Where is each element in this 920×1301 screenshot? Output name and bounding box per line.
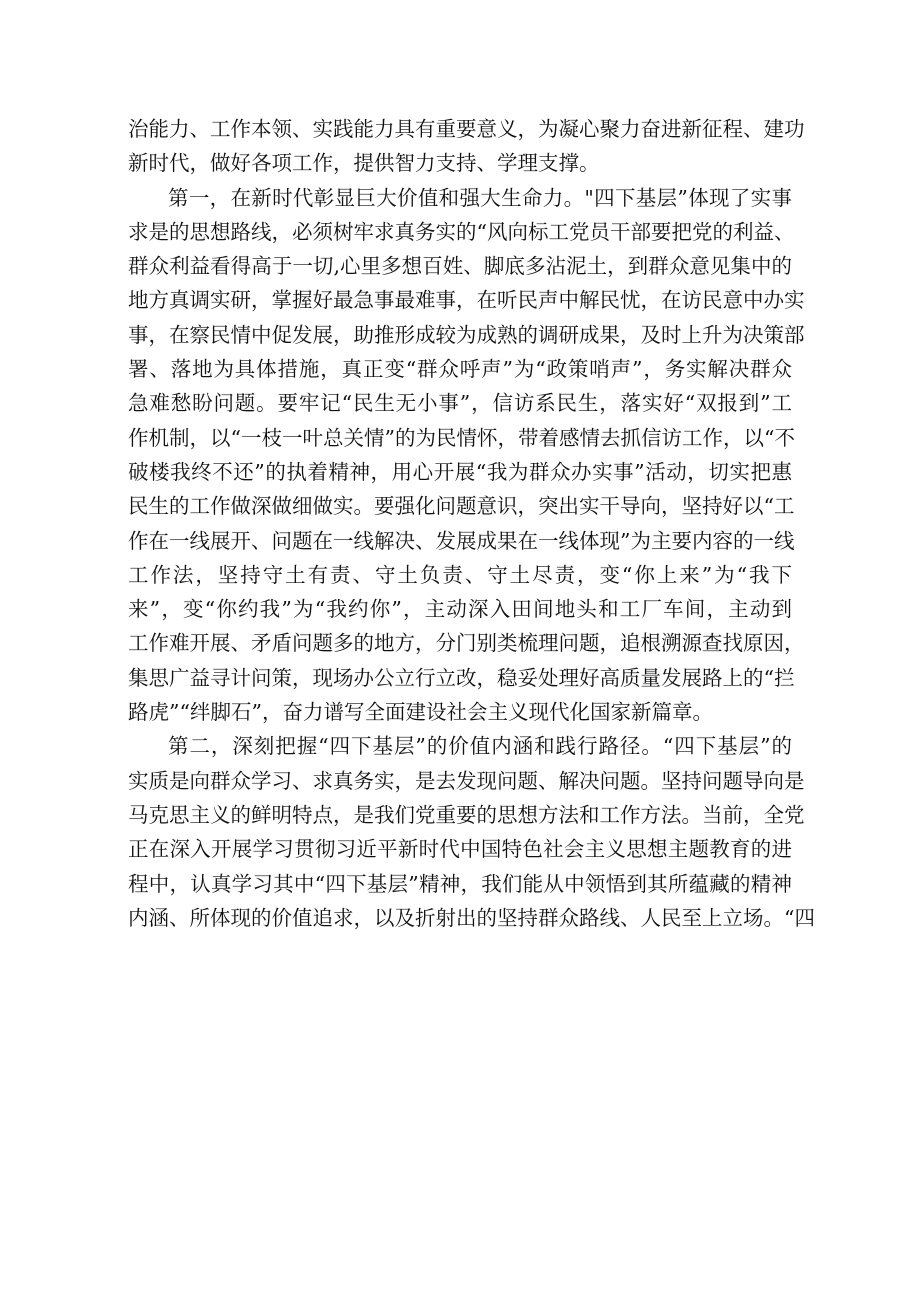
text-line: 治能力、工作本领、实践能力具有重要意义，为凝心聚力奋进新征程、建功 (128, 117, 805, 141)
text-line: 作机制，以“一枝一叶总关情”的为民情怀，带着感情去抓信访工作，以“不 (128, 425, 795, 450)
text-line: 集思广益寻计问策，现场办公立行立改，稳妥处理好高质量发展路上的“拦 (128, 665, 795, 690)
text-line: 实质是向群众学习、求真务实，是去发现问题、解决问题。坚持问题导向是 (128, 768, 805, 793)
text-line: 第二，深刻把握“四下基层”的价值内涵和践行路径。“四下基层”的 (168, 734, 792, 759)
text-line: 事，在察民情中促发展，助推形成较为成熟的调研成果，及时上升为决策部 (128, 322, 805, 347)
text-line: 工作难开展、矛盾问题多的地方，分门别类梳理问题，追根溯源查找原因， (128, 631, 805, 656)
text-line: 第一，在新时代彰显巨大价值和强大生命力。"四下基层”体现了实事 (168, 185, 792, 210)
text-line: 正在深入开展学习贯彻习近平新时代中国特色社会主义思想主题教育的进 (128, 837, 792, 862)
text-line: 求是的思想路线，必须树牢求真务实的“风向标工党员干部要把党的利益、 (128, 219, 795, 244)
text-line: 群众利益看得高于一切,心里多想百姓、脚底多沾泥土，到群众意见集中的 (128, 254, 792, 279)
text-line: 工作法，坚持守土有责、守土负责、守土尽责，变“你上来”为“我下 (128, 562, 792, 587)
text-line: 内涵、所体现的价值追求，以及折射出的坚持群众路线、人民至上立场。“四 (128, 905, 815, 930)
text-line: 急难愁盼问题。要牢记“民生无小事”，信访系民生，落实好“双报到”工 (128, 391, 792, 416)
text-line: 马克思主义的鲜明特点，是我们党重要的思想方法和工作方法。当前，全党 (128, 802, 805, 827)
text-line: 路虎”“绊脚石”，奋力谱写全面建设社会主义现代化国家新篇章。 (128, 700, 713, 725)
paragraph (128, 112, 805, 181)
paragraph (128, 181, 805, 730)
text-line: 程中，认真学习其中“四下基层”精神，我们能从中领悟到其所蕴藏的精神 (128, 871, 792, 896)
paragraph (128, 729, 815, 935)
text-line: 地方真调实研，掌握好最急事最难事，在听民声中解民忧，在访民意中办实 (128, 288, 805, 313)
text-line: 来”，变“你约我”为“我约你”，主动深入田间地头和工厂车间，主动到 (128, 597, 792, 622)
text-line: 民生的工作做深做细做实。要强化问题意识，突出实干导向，坚持好以“工 (128, 494, 795, 519)
text-line: 破楼我终不还”的执着精神，用心开展“我为群众办实事”活动，切实把惠 (128, 459, 792, 484)
text-line: 新时代，做好各项工作，提供智力支持、学理支撑。 (128, 151, 600, 176)
text-line: 作在一线展开、问题在一线解决、发展成果在一线体现”为主要内容的一线 (128, 528, 795, 553)
text-line: 署、落地为具体措施，真正变“群众呼声”为“政策哨声”，务实解决群众 (128, 357, 792, 382)
body-text (128, 112, 815, 935)
